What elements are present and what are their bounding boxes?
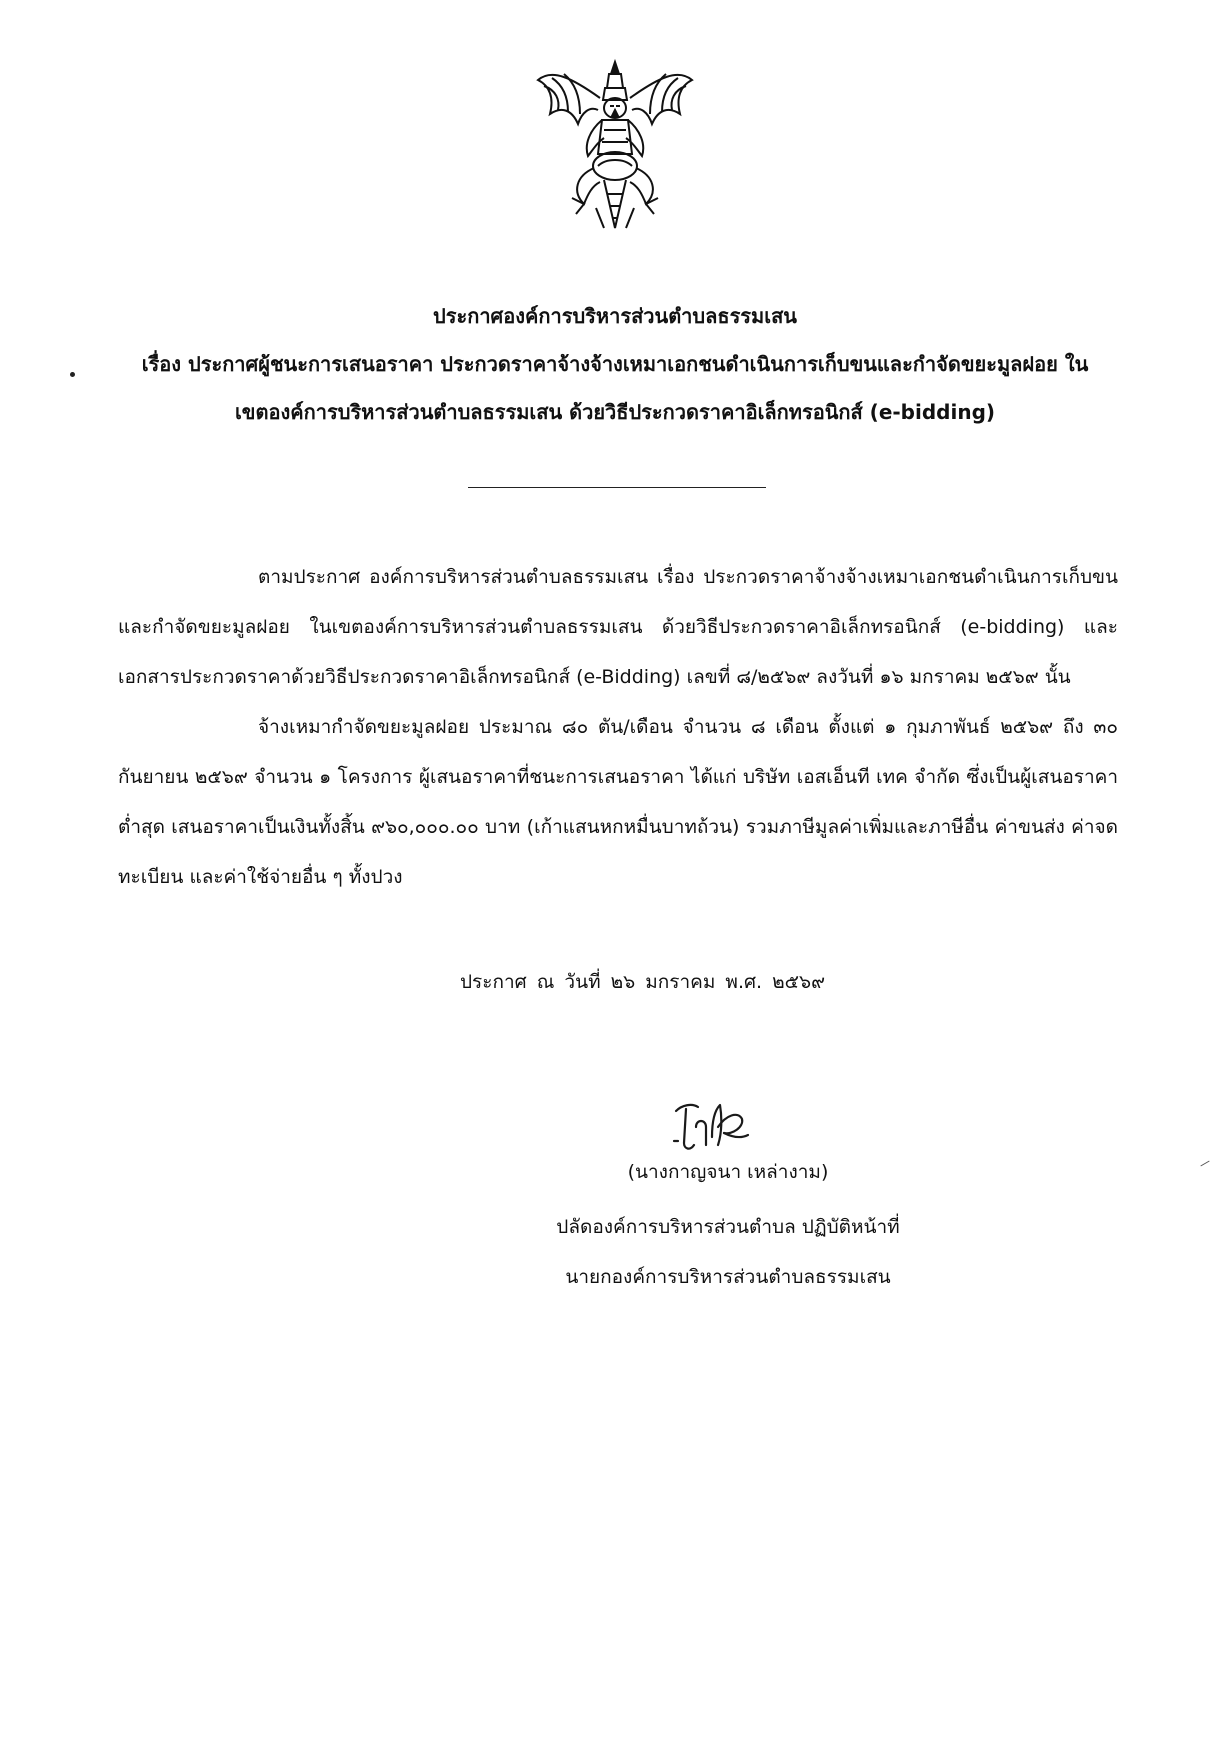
margin-dot: [70, 372, 75, 377]
body-paragraph-1: ตามประกาศ องค์การบริหารส่วนตำบลธรรมเสน เรื่อง ประกวดราคาจ้างจ้างเหมาเอกชนดำเนินการเก็บขนและกำจัดขยะมูลฝอย ในเขตองค์การบริหารส่วนตำบลธรรมเสน ด้วยวิธีประกวดราคาอิเล็กทรอนิกส์ (e-bidding) และเอกสารประกวดราคาด้วยวิธีประกวดราคาอิเล็กทรอนิกส์ (e-Bidding) เลขที่ ๘/๒๕๖๙ ลงวันที่ ๑๖ มกราคม ๒๕๖๙ นั้น: [118, 566, 1118, 688]
signer-name: (นางกาญจนา เหล่างาม): [627, 1161, 829, 1183]
title-divider: [468, 487, 766, 488]
title-line-1: ประกาศองค์การบริหารส่วนตำบลธรรมเสน: [433, 304, 797, 328]
handwritten-signature-icon: [672, 1097, 752, 1159]
signer-title-line-1: ปลัดองค์การบริหารส่วนตำบล ปฏิบัติหน้าที่: [556, 1216, 900, 1238]
title-line-2: เรื่อง ประกาศผู้ชนะการเสนอราคา ประกวดราคาจ้างจ้างเหมาเอกชนดำเนินการเก็บขนและกำจัดขยะมูลฝอย ใน: [141, 352, 1089, 376]
announcement-date: ประกาศ ณ วันที่ ๒๖ มกราคม พ.ศ. ๒๕๖๙: [460, 971, 826, 993]
margin-mark: [1200, 1161, 1209, 1167]
title-line-3: เขตองค์การบริหารส่วนตำบลธรรมเสน ด้วยวิธีประกวดราคาอิเล็กทรอนิกส์ (e-bidding): [234, 400, 996, 424]
body-paragraph-2: จ้างเหมากำจัดขยะมูลฝอย ประมาณ ๘๐ ตัน/เดือน จำนวน ๘ เดือน ตั้งแต่ ๑ กุมภาพันธ์ ๒๕๖๙ ถึง ๓๐ กันยายน ๒๕๖๙ จำนวน ๑ โครงการ ผู้เสนอราคาที่ชนะการเสนอราคา ได้แก่ บริษัท เอสเอ็นที เทค จำกัด ซึ่งเป็นผู้เสนอราคาต่ำสุด เสนอราคาเป็นเงินทั้งสิ้น ๙๖๐,๐๐๐.๐๐ บาท (เก้าแสนหกหมื่นบาทถ้วน) รวมภาษีมูลค่าเพิ่มและภาษีอื่น ค่าขนส่ง ค่าจดทะเบียน และค่าใช้จ่ายอื่น ๆ ทั้งปวง: [118, 716, 1118, 888]
signer-title-line-2: นายกองค์การบริหารส่วนตำบลธรรมเสน: [565, 1266, 891, 1288]
document-body: [118, 552, 1118, 902]
document-title: [90, 292, 1140, 436]
garuda-emblem-icon: [532, 58, 698, 238]
